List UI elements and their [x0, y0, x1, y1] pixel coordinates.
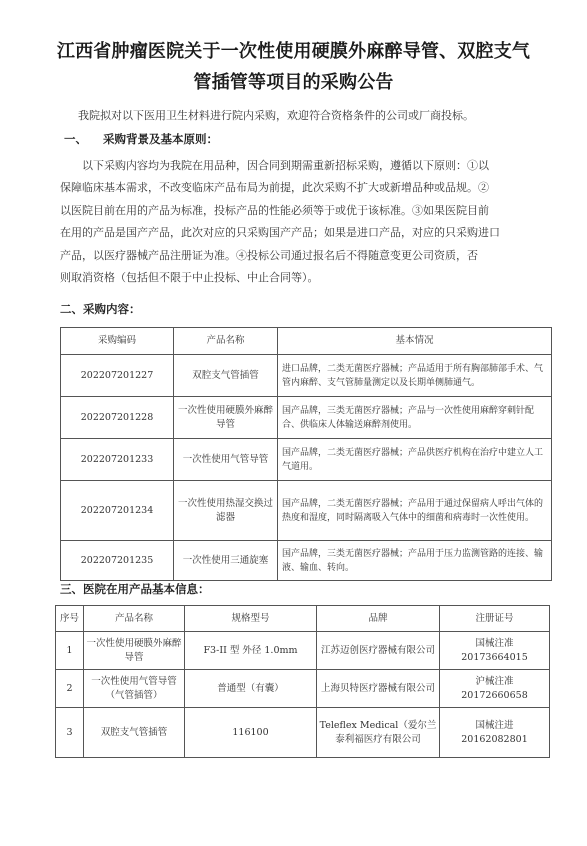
column-header: 采购编码	[61, 328, 174, 355]
procurement-table	[60, 327, 552, 581]
section-2-heading: 二、采购内容：	[60, 302, 141, 316]
column-header: 品牌	[317, 606, 440, 632]
in-use-products-table	[55, 605, 550, 758]
document-title	[40, 36, 547, 98]
product-name: 双腔支气管插管	[84, 708, 185, 758]
product-description: 国产品牌，三类无菌医疗器械；产品用于压力监测管路的连接、输液、输血、转向。	[278, 541, 552, 581]
product-name: 一次性使用硬膜外麻醉导管	[174, 397, 278, 439]
title-line-2: 管插管等项目的采购公告	[193, 72, 394, 93]
registration-number: 国械注准 20173664015	[440, 632, 550, 670]
product-description: 国产品牌，三类无菌医疗器械；产品与一次性使用麻醉穿刺针配合、供临床人体输送麻醉剂使用。	[278, 397, 552, 439]
paragraph-line: 保障临床基本需求，不改变临床产品布局为前提，此次采购不扩大或新增品种或品规。②	[60, 181, 489, 195]
section-1-paragraph	[60, 155, 546, 289]
table-row	[61, 541, 552, 581]
table-row	[61, 481, 552, 541]
title-line-1: 江西省肿瘤医院关于一次性使用硬膜外麻醉导管、双腔支气	[56, 41, 531, 62]
intro-paragraph: 我院拟对以下医用卫生材料进行院内采购，欢迎符合资格条件的公司或厂商投标。	[78, 109, 474, 122]
product-name: 一次性使用硬膜外麻醉导管	[84, 632, 185, 670]
product-spec: 普通型（有囊）	[185, 670, 317, 708]
table-row	[61, 397, 552, 439]
procurement-code: 202207201228	[61, 397, 174, 439]
table-row	[61, 439, 552, 481]
paragraph-line: 则取消资格（包括但不限于中止投标、中止合同等）。	[60, 271, 319, 285]
table-row	[56, 670, 550, 708]
row-number: 2	[56, 670, 84, 708]
product-spec: 116100	[185, 708, 317, 758]
product-name: 一次性使用气管导管	[174, 439, 278, 481]
product-brand: Teleflex Medical（爱尔兰泰利福医疗有限公司	[317, 708, 440, 758]
product-description: 进口品牌，二类无菌医疗器械；产品适用于所有胸部肺部手术、气管内麻醉、支气管肺量测定以及长期单侧肺通气。	[278, 355, 552, 397]
paragraph-line: 以下采购内容均为我院在用品种，因合同到期需重新招标采购，遵循以下原则：①以	[82, 159, 489, 172]
section-3-heading: 三、医院在用产品基本信息：	[60, 582, 210, 596]
table-row	[56, 632, 550, 670]
product-name: 一次性使用热湿交换过滤器	[174, 481, 278, 541]
paragraph-line: 产品，以医疗器械产品注册证为准。④投标公司通过报名后不得随意变更公司资质，否	[60, 248, 478, 262]
row-number: 1	[56, 632, 84, 670]
section-1-heading: 一、 采购背景及基本原则：	[64, 132, 219, 146]
product-name: 双腔支气管插管	[174, 355, 278, 397]
product-description: 国产品牌，二类无菌医疗器械；产品用于通过保留病人呼出气体的热度和湿度，同时隔离吸入气体中的细菌和病毒时一次性使用。	[278, 481, 552, 541]
column-header: 序号	[56, 606, 84, 632]
table-header-row	[56, 606, 550, 632]
product-name: 一次性使用三通旋塞	[174, 541, 278, 581]
table-row	[56, 708, 550, 758]
row-number: 3	[56, 708, 84, 758]
procurement-code: 202207201235	[61, 541, 174, 581]
product-spec: F3-II 型 外径 1.0mm	[185, 632, 317, 670]
registration-number: 国械注进 20162082801	[440, 708, 550, 758]
procurement-code: 202207201233	[61, 439, 174, 481]
product-name: 一次性使用气管导管（气管插管）	[84, 670, 185, 708]
product-description: 国产品牌，二类无菌医疗器械；产品供医疗机构在治疗中建立人工气道用。	[278, 439, 552, 481]
product-brand: 江苏迈创医疗器械有限公司	[317, 632, 440, 670]
column-header: 规格型号	[185, 606, 317, 632]
product-brand: 上海贝特医疗器械有限公司	[317, 670, 440, 708]
column-header: 产品名称	[84, 606, 185, 632]
column-header: 产品名称	[174, 328, 278, 355]
paragraph-line: 在用的产品是国产产品，此次对应的只采购国产产品；如果是进口产品，对应的只采购进口	[60, 226, 500, 240]
procurement-code: 202207201227	[61, 355, 174, 397]
registration-number: 沪械注准 20172660658	[440, 670, 550, 708]
column-header: 注册证号	[440, 606, 550, 632]
table-row	[61, 355, 552, 397]
paragraph-line: 以医院目前在用的产品为标准，投标产品的性能必须等于或优于该标准。③如果医院目前	[60, 203, 489, 217]
procurement-code: 202207201234	[61, 481, 174, 541]
table-header-row	[61, 328, 552, 355]
column-header: 基本情况	[278, 328, 552, 355]
